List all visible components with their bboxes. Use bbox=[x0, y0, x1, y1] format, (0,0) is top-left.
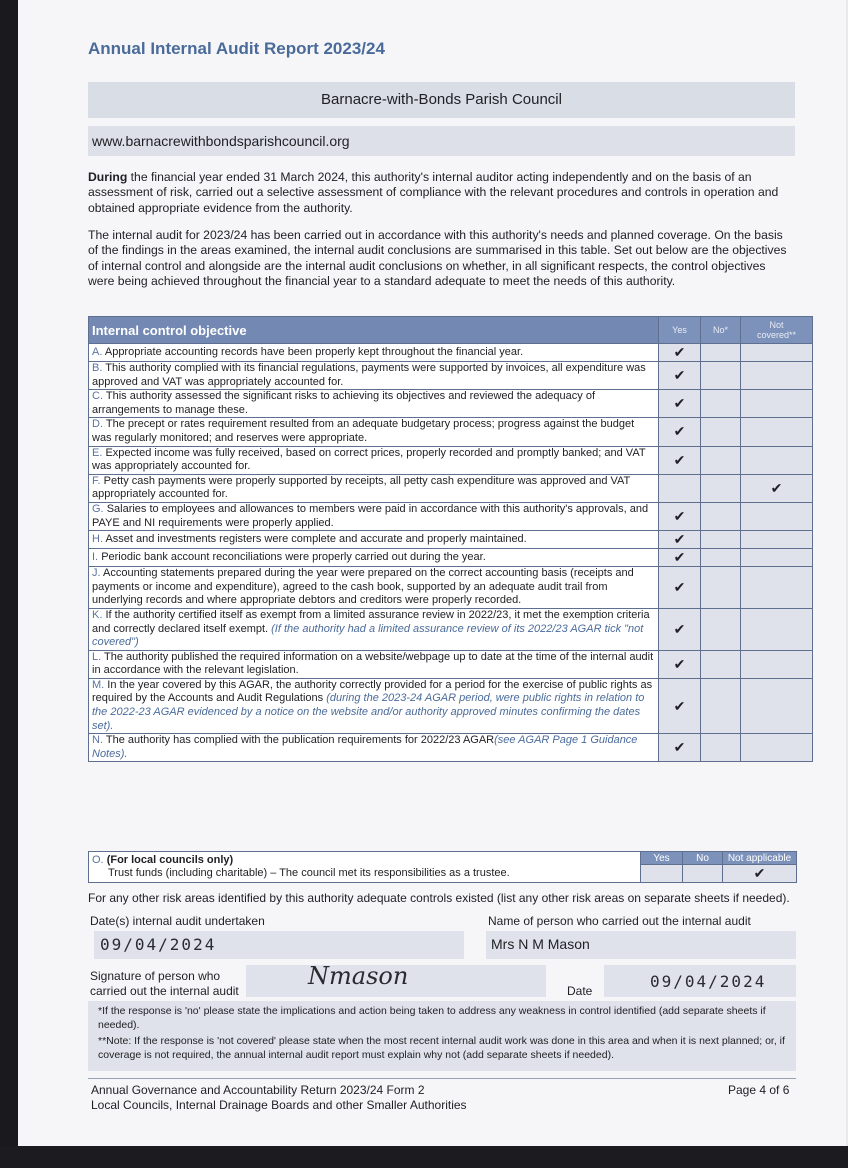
row-letter: B. bbox=[92, 362, 103, 374]
signature-label-2: carried out the internal audit bbox=[90, 984, 239, 998]
no-cell bbox=[701, 531, 741, 549]
no-cell bbox=[701, 390, 741, 418]
yes-cell: ✔ bbox=[659, 390, 701, 418]
row-letter: A. bbox=[92, 345, 103, 358]
objective-cell bbox=[89, 678, 659, 733]
date-label: Date bbox=[567, 984, 593, 998]
no-cell bbox=[701, 362, 741, 390]
table-row bbox=[89, 608, 813, 650]
row-letter-o: O. bbox=[92, 854, 104, 866]
intro-text-1: the financial year ended 31 March 2024, this authority's internal auditor acting independently and on the basis of an assessment of risk, carried out a selective assessment of compliance with the relevant procedures and controls in operation and obtained appropriate evidence from the authority. bbox=[88, 170, 779, 215]
not-covered-cell bbox=[741, 344, 813, 362]
table-row bbox=[89, 678, 813, 733]
table-row bbox=[89, 390, 813, 418]
no-header: No* bbox=[701, 317, 741, 344]
not-covered-cell bbox=[741, 531, 813, 549]
footer-line-2: Local Councils, Internal Drainage Boards and other Smaller Authorities bbox=[91, 1098, 467, 1112]
website-address: www.barnacrewithbondsparishcouncil.org bbox=[88, 126, 795, 156]
no-cell bbox=[701, 650, 741, 678]
objective-cell bbox=[89, 549, 659, 567]
objective-cell bbox=[89, 567, 659, 609]
no-cell bbox=[701, 608, 741, 650]
not-covered-cell bbox=[741, 567, 813, 609]
not-covered-header bbox=[741, 317, 813, 344]
document-page bbox=[18, 0, 846, 1146]
row-letter: C. bbox=[92, 390, 103, 403]
o-yes-cell bbox=[641, 865, 683, 883]
scan-edge-bottom bbox=[0, 1146, 848, 1168]
table-row bbox=[89, 531, 813, 549]
objective-cell bbox=[89, 474, 659, 502]
objective-text: This authority complied with its financial regulations, payments were supported by invoices, all expenditure was approved and VAT was appropriately accounted for. bbox=[92, 362, 646, 388]
o-no-header: No bbox=[683, 852, 723, 865]
not-covered-header-line2: covered** bbox=[756, 330, 797, 340]
not-covered-cell bbox=[741, 650, 813, 678]
row-letter: G. bbox=[92, 502, 104, 515]
yes-cell: ✔ bbox=[659, 418, 701, 446]
yes-cell: ✔ bbox=[659, 362, 701, 390]
row-letter: J. bbox=[92, 567, 101, 580]
table-row bbox=[89, 344, 813, 362]
row-letter: H. bbox=[92, 532, 103, 545]
note-not-covered: **Note: If the response is 'not covered' please state when the most recent internal audit work was done in this area and when it is next planned; or, if coverage is not required, the annual internal audit report must explain why not (add separate sheets if needed). bbox=[98, 1035, 785, 1061]
no-cell bbox=[701, 474, 741, 502]
table-row bbox=[89, 567, 813, 609]
council-name: Barnacre-with-Bonds Parish Council bbox=[88, 82, 795, 118]
objective-text: The authority published the required information on a website/webpage up to date at the time of the internal audit in accordance with the relevant legislation. bbox=[92, 650, 654, 677]
yes-cell: ✔ bbox=[659, 446, 701, 474]
o-na-cell: ✔ bbox=[723, 865, 797, 883]
not-covered-cell: ✔ bbox=[741, 474, 813, 502]
objective-cell bbox=[89, 362, 659, 390]
o-na-header: Not applicable bbox=[723, 852, 797, 865]
objective-cell bbox=[89, 734, 659, 762]
objective-cell bbox=[89, 344, 659, 362]
no-cell bbox=[701, 418, 741, 446]
objective-cell bbox=[89, 390, 659, 418]
yes-cell: ✔ bbox=[659, 734, 701, 762]
other-risks-text: For any other risk areas identified by this authority adequate controls existed (list any other risk areas on separate sheets if needed). bbox=[88, 891, 790, 905]
date-value: 09/04/2024 bbox=[650, 972, 767, 991]
intro-paragraph-1 bbox=[88, 170, 794, 216]
intro-paragraph-2: The internal audit for 2023/24 has been carried out in accordance with this authority's needs and planned coverage. On the basis of the findings in the areas examined, the internal audit conclusions are summarised in this table. Set out below are the objectives of internal control and alongside are the internal audit conclusions on whether, in all significant respects, the control objectives were being achieved throughout the financial year to a standard adequate to meet the needs of this authority. bbox=[88, 228, 787, 289]
objective-cell bbox=[89, 446, 659, 474]
not-covered-cell bbox=[741, 678, 813, 733]
not-covered-cell bbox=[741, 362, 813, 390]
dates-value: 09/04/2024 bbox=[100, 935, 217, 954]
row-letter: D. bbox=[92, 418, 103, 431]
row-letter: K. bbox=[92, 608, 103, 621]
not-covered-cell bbox=[741, 734, 813, 762]
trust-funds-table bbox=[88, 851, 797, 883]
scan-edge-left bbox=[0, 0, 18, 1168]
objective-text: Accounting statements prepared during the year were prepared on the correct accounting basis (receipts and payments or income and expenditure), agreed to the cash book, supported by an adequate audit trail from underlying records and where appropriate debtors and creditors were properly recorded. bbox=[92, 567, 634, 607]
trust-funds-objective bbox=[89, 852, 641, 883]
row-letter: I. bbox=[92, 550, 99, 563]
yes-cell bbox=[659, 474, 701, 502]
objective-cell bbox=[89, 531, 659, 549]
not-covered-cell bbox=[741, 502, 813, 530]
signature-label-1: Signature of person who bbox=[90, 969, 221, 983]
row-letter: E. bbox=[92, 446, 103, 459]
page-number: Page 4 of 6 bbox=[728, 1083, 790, 1097]
row-letter: F. bbox=[92, 474, 101, 487]
yes-cell: ✔ bbox=[659, 608, 701, 650]
no-cell bbox=[701, 678, 741, 733]
table-row bbox=[89, 418, 813, 446]
auditor-signature: Nmason bbox=[308, 962, 409, 990]
o-yes-header: Yes bbox=[641, 852, 683, 865]
footer-rule bbox=[88, 1078, 796, 1079]
no-cell bbox=[701, 567, 741, 609]
objective-text: The precept or rates requirement resulted from an adequate budgetary process; progress against the budget was regularly monitored; and reserves were appropriate. bbox=[92, 418, 635, 444]
yes-cell: ✔ bbox=[659, 650, 701, 678]
yes-cell: ✔ bbox=[659, 549, 701, 567]
table-row bbox=[89, 734, 813, 762]
no-cell bbox=[701, 549, 741, 567]
yes-cell: ✔ bbox=[659, 567, 701, 609]
yes-cell: ✔ bbox=[659, 531, 701, 549]
table-row bbox=[89, 474, 813, 502]
objective-cell bbox=[89, 608, 659, 650]
row-letter: N. bbox=[92, 734, 103, 747]
not-covered-header-line1: Not bbox=[769, 320, 784, 330]
dates-label: Date(s) internal audit undertaken bbox=[90, 914, 265, 928]
row-letter: M. bbox=[92, 678, 105, 691]
objective-cell bbox=[89, 418, 659, 446]
table-row bbox=[89, 549, 813, 567]
not-covered-cell bbox=[741, 418, 813, 446]
objective-text: Periodic bank account reconciliations were properly carried out during the year. bbox=[101, 550, 486, 563]
yes-cell: ✔ bbox=[659, 678, 701, 733]
not-covered-cell bbox=[741, 549, 813, 567]
note-no: *If the response is 'no' please state the implications and action being taken to address any weakness in control identified (add separate sheets if needed). bbox=[98, 1005, 766, 1031]
control-objectives-table bbox=[88, 316, 813, 762]
objective-text: In the year covered by this AGAR, the authority correctly provided for a period for the exercise of public rights as required by the Accounts and Audit Regulations bbox=[92, 678, 653, 705]
yes-cell: ✔ bbox=[659, 502, 701, 530]
not-covered-cell bbox=[741, 608, 813, 650]
row-letter: L. bbox=[92, 650, 102, 663]
name-label: Name of person who carried out the internal audit bbox=[488, 914, 751, 928]
objective-text: Salaries to employees and allowances to members were paid in accordance with this authority's approvals, and PAYE and NI requirements were properly applied. bbox=[92, 502, 649, 529]
table-row bbox=[89, 362, 813, 390]
objective-text: If the authority certified itself as exempt from a limited assurance review in 2022/23, it met the exemption criteria and correctly declared itself exempt. bbox=[92, 608, 650, 635]
yes-cell: ✔ bbox=[659, 344, 701, 362]
notes-box bbox=[88, 1001, 796, 1071]
no-cell bbox=[701, 502, 741, 530]
trust-funds-title: (For local councils only) bbox=[106, 854, 234, 866]
footer-line-1: Annual Governance and Accountability Return 2023/24 Form 2 bbox=[91, 1083, 425, 1097]
intro-lead-word: During bbox=[88, 170, 128, 184]
yes-header: Yes bbox=[659, 317, 701, 344]
objective-text: Petty cash payments were properly supported by receipts, all petty cash expenditure was approved and VAT appropriately accounted for. bbox=[92, 474, 631, 501]
no-cell bbox=[701, 734, 741, 762]
objective-text: The authority has complied with the publication requirements for 2022/23 AGAR bbox=[105, 734, 495, 747]
objective-text: Appropriate accounting records have been properly kept throughout the financial year. bbox=[104, 345, 524, 358]
page-title: Annual Internal Audit Report 2023/24 bbox=[88, 39, 385, 58]
objective-cell bbox=[89, 650, 659, 678]
objective-cell bbox=[89, 502, 659, 530]
objective-note: (If the authority had a limited assurance review of its 2022/23 AGAR tick "not covered") bbox=[92, 622, 644, 649]
table-row bbox=[89, 446, 813, 474]
no-cell bbox=[701, 344, 741, 362]
not-covered-cell bbox=[741, 390, 813, 418]
objective-note: (see AGAR Page 1 Guidance Notes). bbox=[92, 734, 638, 760]
objective-note: (during the 2023-24 AGAR period, were public rights in relation to the 2022-23 AGAR evidenced by a notice on the website and/or authority approved minutes confirming the dates set). bbox=[92, 692, 645, 732]
o-no-cell bbox=[683, 865, 723, 883]
auditor-name: Mrs N M Mason bbox=[491, 936, 590, 952]
objective-text: Expected income was fully received, based on correct prices, properly recorded and promptly banked; and VAT was appropriately accounted for. bbox=[92, 446, 646, 473]
trust-funds-text: Trust funds (including charitable) – The council met its responsibilities as a trustee. bbox=[108, 867, 510, 879]
objective-header: Internal control objective bbox=[89, 317, 659, 344]
table-row bbox=[89, 650, 813, 678]
objective-text: Asset and investments registers were complete and accurate and properly maintained. bbox=[105, 532, 527, 545]
not-covered-cell bbox=[741, 446, 813, 474]
no-cell bbox=[701, 446, 741, 474]
table-row bbox=[89, 502, 813, 530]
objective-text: This authority assessed the significant risks to achieving its objectives and reviewed the adequacy of arrangements to manage these. bbox=[92, 390, 596, 416]
